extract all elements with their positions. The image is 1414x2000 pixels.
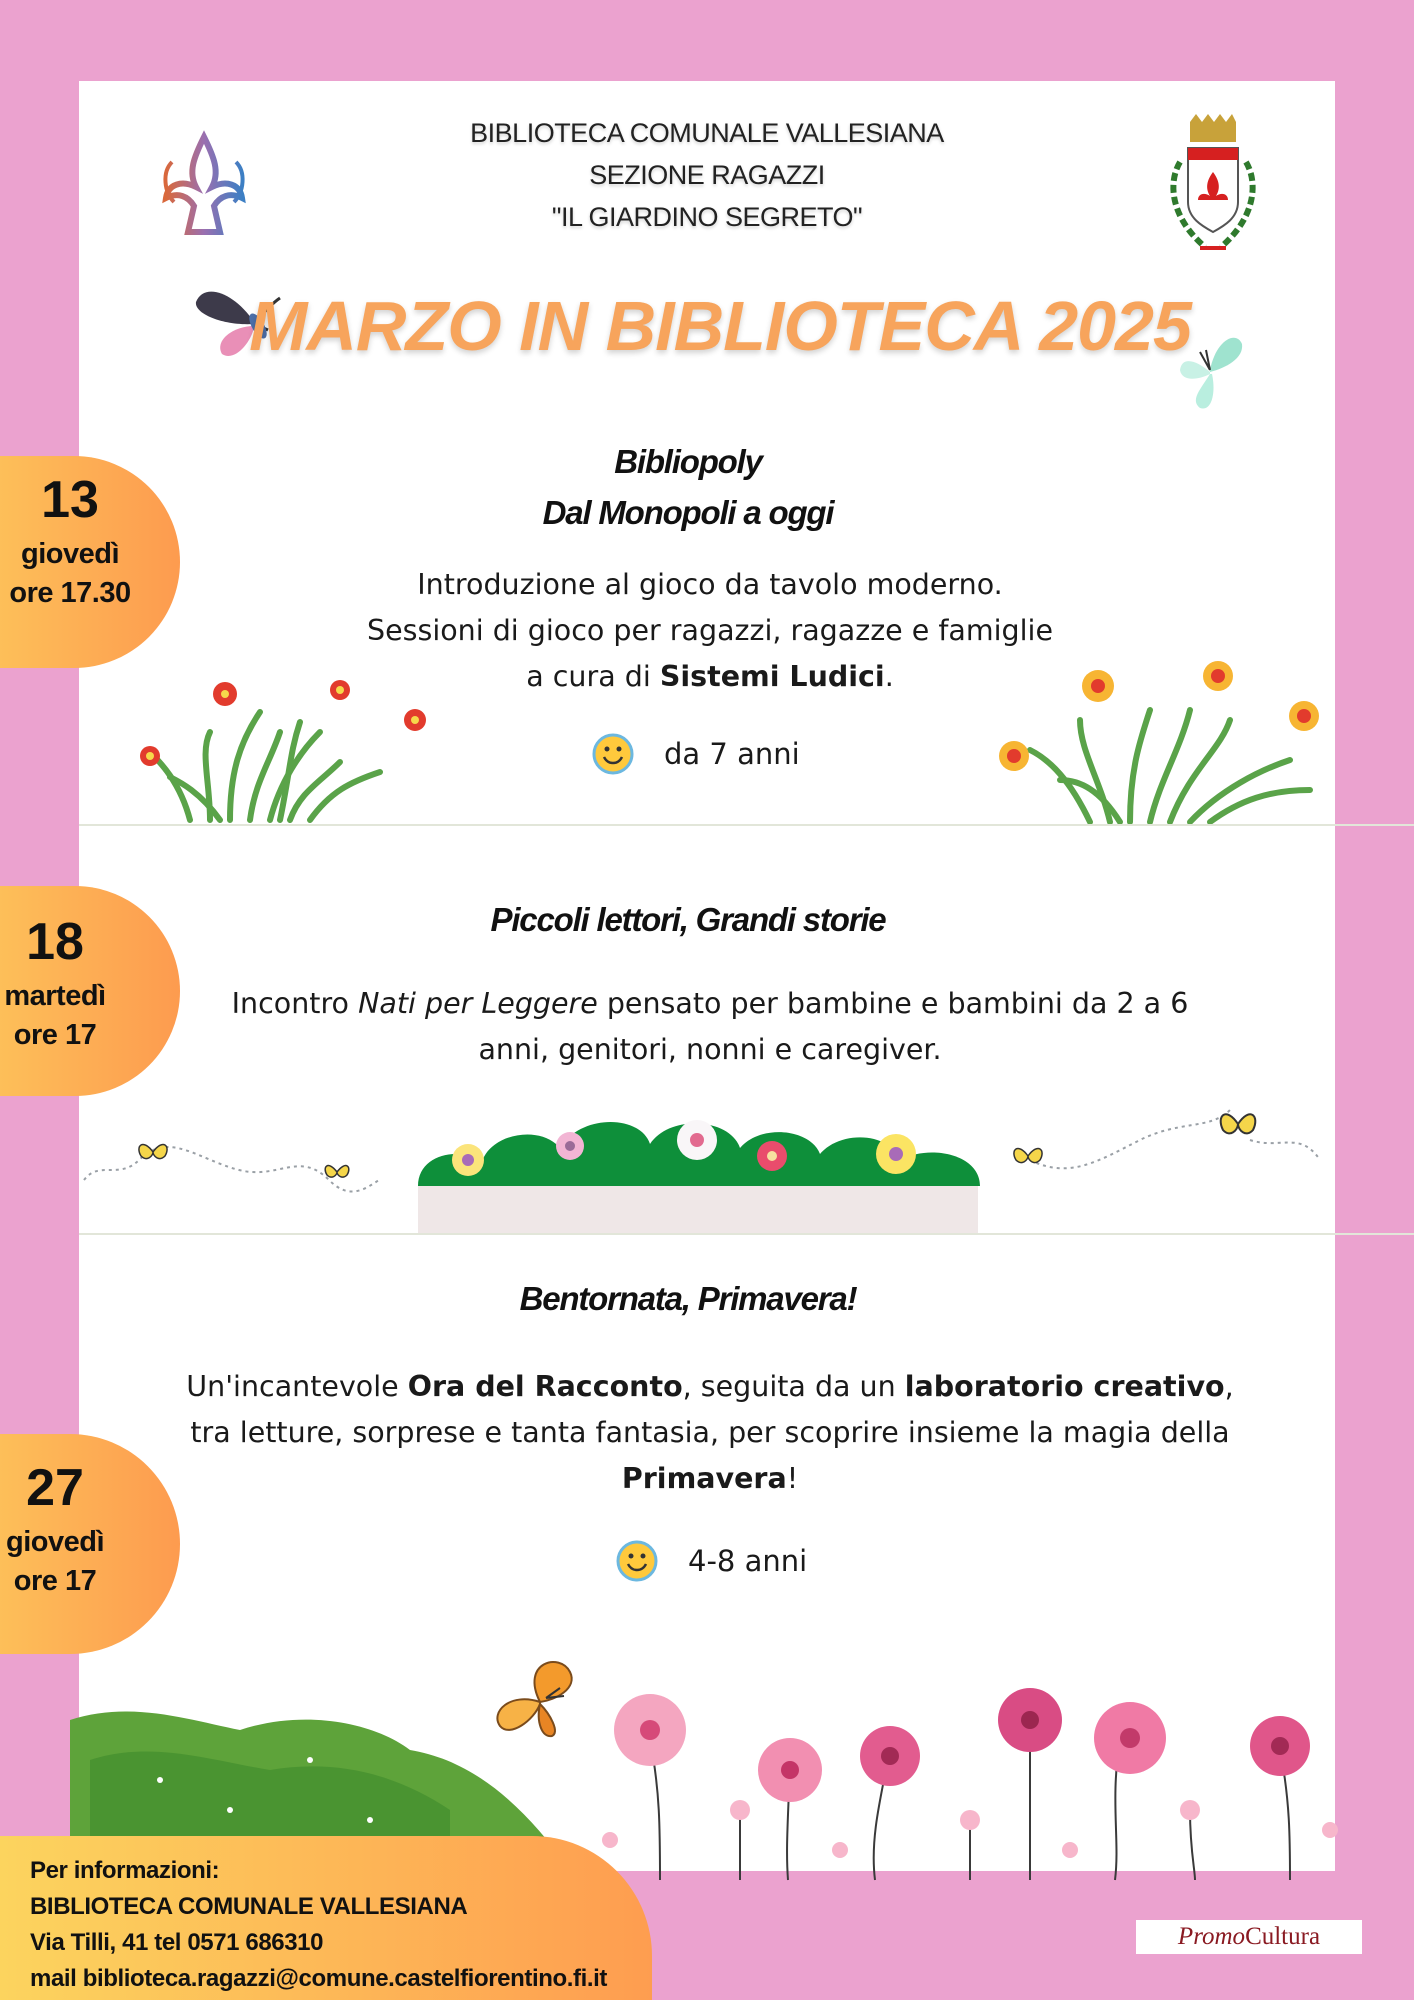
event-time: ore 17.30 bbox=[9, 577, 131, 609]
flower-icon bbox=[860, 1726, 920, 1786]
butterfly-trail-right bbox=[1010, 1100, 1335, 1200]
event-day: 18 bbox=[26, 913, 84, 971]
event-title: Piccoli lettori, Grandi storie bbox=[490, 901, 886, 938]
event-time: ore 17 bbox=[13, 1019, 97, 1051]
desc-text: pensato per bambine e bambini da 2 a 6 bbox=[597, 987, 1189, 1020]
event-day: 13 bbox=[41, 471, 99, 529]
desc-line: anni, genitori, nonni e caregiver. bbox=[478, 1033, 942, 1066]
event-description bbox=[180, 981, 1240, 1073]
contact-address: Via Tilli, 41 tel 0571 686310 bbox=[30, 1929, 324, 1956]
flower-icon bbox=[614, 1694, 686, 1766]
desc-text: a cura di bbox=[526, 660, 660, 693]
promocultura-logo bbox=[1136, 1920, 1362, 1954]
cosmos-flowers bbox=[590, 1680, 1350, 1880]
event-day: 27 bbox=[26, 1459, 84, 1517]
contact-email[interactable]: mail biblioteca.ragazzi@comune.castelfiorentino.fi.it bbox=[30, 1965, 607, 1992]
contact-heading: Per informazioni: bbox=[30, 1857, 220, 1884]
event-weekday: martedì bbox=[4, 980, 106, 1012]
section-divider bbox=[79, 824, 1414, 826]
desc-text: Un'incantevole bbox=[186, 1370, 408, 1403]
desc-line: Sessioni di gioco per ragazzi, ragazze e famiglie bbox=[367, 614, 1053, 647]
smiley-icon bbox=[592, 733, 634, 775]
desc-text: , bbox=[1224, 1370, 1234, 1403]
flower-grass-icon bbox=[990, 660, 1330, 825]
flower-icon bbox=[1250, 1716, 1310, 1776]
desc-text: Incontro bbox=[231, 987, 359, 1020]
header-line-1: BIBLIOTECA COMUNALE VALLESIANA bbox=[470, 118, 944, 148]
event-weekday: giovedì bbox=[20, 538, 119, 570]
desc-text: ! bbox=[786, 1462, 799, 1495]
butterfly-icon bbox=[490, 1652, 590, 1752]
event-description bbox=[160, 1364, 1260, 1502]
event-subtitle: Dal Monopoli a oggi bbox=[542, 494, 834, 531]
flower-icon bbox=[1094, 1702, 1166, 1774]
butterfly-icon bbox=[1221, 1114, 1256, 1133]
desc-line: tra letture, sorprese e tanta fantasia, per scoprire insieme la magia della bbox=[190, 1416, 1230, 1449]
event-title: Bibliopoly bbox=[614, 443, 762, 480]
desc-line bbox=[160, 1364, 1260, 1410]
flower-icon bbox=[998, 1688, 1062, 1752]
desc-bold: Primavera bbox=[621, 1462, 787, 1495]
desc-line: Introduzione al gioco da tavolo moderno. bbox=[417, 568, 1003, 601]
age-label: da 7 anni bbox=[664, 737, 800, 771]
smiley-icon bbox=[616, 1540, 658, 1582]
flower-icon bbox=[556, 1132, 584, 1160]
desc-text: . bbox=[884, 660, 894, 693]
butterfly-icon bbox=[139, 1144, 167, 1158]
brand-part: Cultura bbox=[1245, 1923, 1321, 1950]
program-name: Nati per Leggere bbox=[358, 987, 598, 1020]
desc-bold: Ora del Racconto bbox=[407, 1370, 683, 1403]
event-weekday: giovedì bbox=[5, 1526, 104, 1558]
desc-text: , seguita da un bbox=[682, 1370, 905, 1403]
flower-icon bbox=[758, 1738, 822, 1802]
flower-icon bbox=[876, 1134, 916, 1174]
header-line-3: "IL GIARDINO SEGRETO" bbox=[551, 202, 863, 232]
desc-bold: laboratorio creativo bbox=[904, 1370, 1225, 1403]
desc-line bbox=[180, 981, 1240, 1027]
bush-icon bbox=[390, 1104, 1000, 1234]
butterfly-icon bbox=[1014, 1148, 1042, 1162]
desc-line bbox=[160, 1456, 1260, 1502]
butterfly-trail-left bbox=[79, 1110, 399, 1205]
event-time: ore 17 bbox=[13, 1565, 97, 1597]
age-range bbox=[592, 733, 800, 775]
organizer-name: Sistemi Ludici bbox=[659, 660, 885, 693]
flower-icon bbox=[452, 1144, 484, 1176]
section-divider bbox=[79, 1233, 1414, 1235]
butterfly-icon bbox=[325, 1166, 349, 1178]
flower-grass-icon bbox=[130, 672, 430, 822]
event-title: Bentornata, Primavera! bbox=[519, 1280, 857, 1317]
age-range bbox=[616, 1540, 807, 1582]
page-title: MARZO IN BIBLIOTECA 2025 bbox=[249, 287, 1191, 365]
brand-part: Promo bbox=[1177, 1923, 1246, 1950]
header-line-2: SEZIONE RAGAZZI bbox=[589, 160, 825, 190]
contact-library-name: BIBLIOTECA COMUNALE VALLESIANA bbox=[30, 1893, 468, 1920]
flower-icon bbox=[677, 1120, 717, 1160]
flower-icon bbox=[757, 1141, 787, 1171]
age-label: 4-8 anni bbox=[688, 1544, 808, 1578]
